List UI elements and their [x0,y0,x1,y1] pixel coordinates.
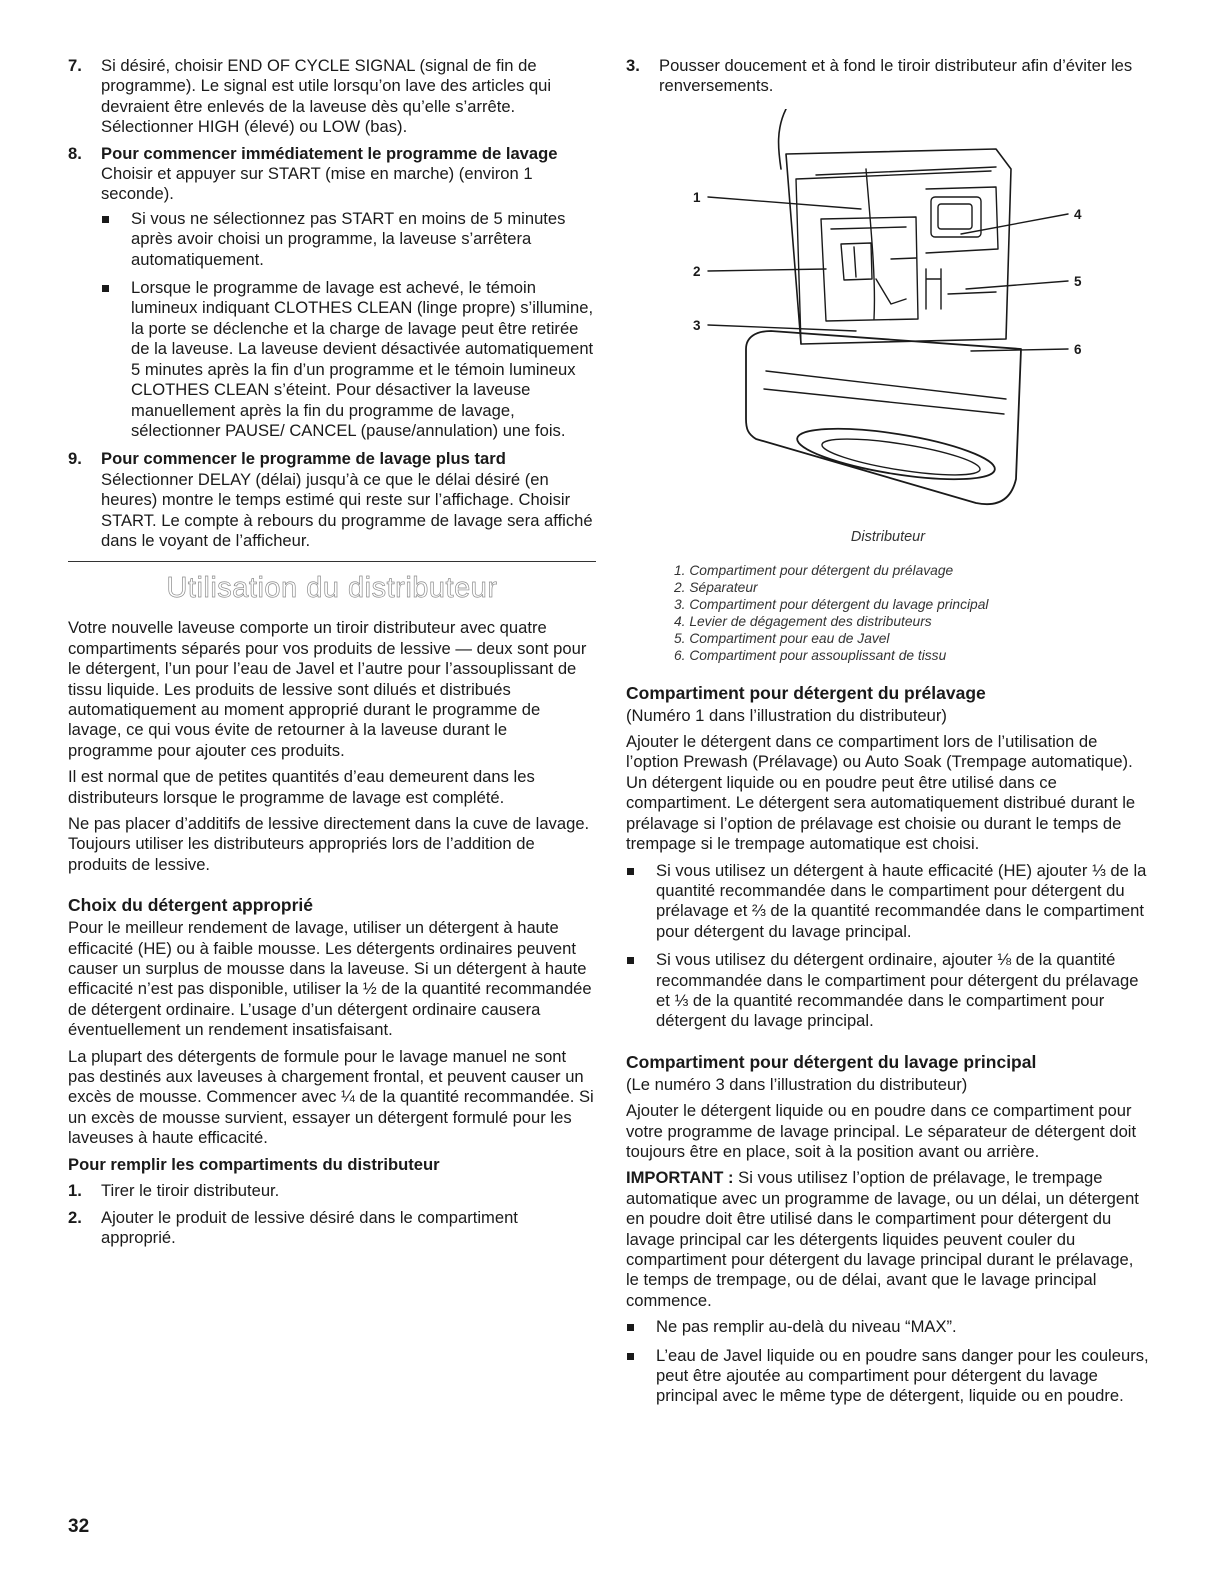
figure-legend [626,563,1150,664]
bullet-item: Si vous utilisez du détergent ordinaire, ajouter ⅛ de la quantité recommandée dans le compartiment pour détergent du prélavage et ⅓ de la quantité recommandée dans le compartiment pour détergent du lavage principal. [626,950,1150,1032]
important-text: Si vous utilisez l’option de prélavage, le trempage automatique avec un programme de lavage, ou un délai, un détergent en poudre doit être utilisé dans le compartiment pour détergent du lavage principal car les détergents liquides peuvent couler du compartiment pour détergent du lavage principal durant le prélavage, le temps de trempage, ou de délai, avant que le lavage principal commence. [626,1168,1139,1310]
bullet-item: L’eau de Javel liquide ou en poudre sans danger pour les couleurs, peut être ajoutée au compartiment pour détergent du lavage principal avec le même type de détergent, liquide ou en poudre. [626,1346,1150,1407]
important-paragraph [626,1168,1150,1311]
subsection-heading: Choix du détergent approprié [68,895,314,916]
legend-item: 3. Compartiment pour détergent du lavage principal [674,597,989,613]
dispenser-drawing [626,109,1150,519]
callout-1: 1 [693,189,701,205]
intro-paragraph: Votre nouvelle laveuse comporte un tiroir distributeur avec quatre compartiments séparés pour vos produits de lessive — deux sont pour le détergent, l’un pour l’eau de Javel et l’autre pour l’assouplissant de tissu liquide. Les produits de lessive sont dilués et distribués automatiquement au moment approprié durant le programme de lavage, ce qui vous évite de retourner à la laveuse durant le programme pour ajouter ces produits. [68,618,587,760]
instructions-heading: Pour remplir les compartiments du distributeur [68,1154,440,1174]
paragraph: La plupart des détergents de formule pour le lavage manuel ne sont pas destinés aux laveuses à chargement frontal, et peuvent causer un excès de mousse. Commencer avec ¼ de la quantité recommandée. Si un excès de mousse survient, essayer un détergent formulé pour les laveuses à haute efficacité. [68,1046,594,1148]
step-number: 7. [68,56,82,75]
bullet-item: Si vous utilisez un détergent à haute efficacité (HE) ajouter ⅓ de la quantité recommandée dans le compartiment pour détergent du prélavage et ⅔ de la quantité recommandée dans le compartiment pour détergent du lavage principal. [626,861,1150,943]
bullet-item: Lorsque le programme de lavage est achevé, le témoin lumineux indiquant CLOTHES CLEAN (linge propre) s’illumine, la porte se déclenche et la charge de lavage peut être retirée de la laveuse. La laveuse devient désactivée automatiquement 5 minutes après la fin d’un programme et le témoin lumineux CLOTHES CLEAN s’éteint. Pour désactiver la laveuse manuellement après la fin du programme de lavage, sélectionner PAUSE/ CANCEL (pause/annulation) une fois. [101,278,596,441]
step-title: Pour commencer le programme de lavage plus tard [101,449,506,469]
fill-step [68,1208,596,1249]
intro-paragraph: Ne pas placer d’additifs de lessive directement dans la cuve de lavage. Toujours utiliser les distributeurs appropriés lors de l’addition de produits de lessive. [68,814,590,874]
step-8 [68,144,596,442]
callout-3: 3 [693,317,701,333]
step-title: Pour commencer immédiatement le programme de lavage [101,143,558,163]
subsection-heading: Compartiment pour détergent du lavage principal [626,1051,1037,1072]
legend-item: 1. Compartiment pour détergent du prélavage [674,563,954,579]
intro-paragraph: Il est normal que de petites quantités d’eau demeurent dans les distributeurs lorsque le programme de lavage est complété. [68,767,535,807]
figure-caption: Distributeur [850,528,926,545]
step-text: Tirer le tiroir distributeur. [101,1181,280,1201]
step-number: 1. [68,1181,82,1201]
step-number: 3. [626,56,640,75]
important-label: IMPORTANT : [626,1168,734,1188]
step-text: Choisir et appuyer sur START (mise en marche) (environ 1 seconde). [101,164,533,204]
paragraph: Ajouter le détergent liquide ou en poudre dans ce compartiment pour votre programme de lavage principal. Le séparateur de détergent doit toujours être en place, soit à la position avant ou arrière. [626,1101,1137,1161]
step-text: Si désiré, choisir END OF CYCLE SIGNAL (signal de fin de programme). Le signal est utile lorsqu’on lave des articles qui devraient être enlevés de la laveuse dès qu’elle s’arrête. Sélectionner HIGH (élevé) ou LOW (bas). [101,56,552,137]
callout-4: 4 [1074,206,1082,222]
step-text: Pousser doucement et à fond le tiroir distributeur afin d’éviter les renversements. [659,56,1133,96]
section-title: Utilisation du distributeur [166,572,498,605]
step-3 [626,56,1150,97]
section-divider [68,561,596,562]
legend-item: 5. Compartiment pour eau de Javel [674,630,890,646]
step-number: 9. [68,449,82,469]
dispenser-illustration [626,109,1150,519]
step-text: Ajouter le produit de lessive désiré dans le compartiment approprié. [101,1207,518,1247]
step-9 [68,449,596,551]
paragraph: Ajouter le détergent dans ce compartiment lors de l’utilisation de l’option Prewash (Prélavage) ou Auto Soak (Trempage automatique). Un détergent liquide ou en poudre peut être utilisé dans ce compartiment. Le détergent sera automatiquement distribué durant le prélavage si l’option de prélavage est choisie ou durant le temps de trempage si le trempage automatique est choisi. [626,732,1136,854]
paragraph: (Le numéro 3 dans l’illustration du distributeur) [626,1074,968,1094]
subsection-heading: Compartiment pour détergent du prélavage [626,682,986,703]
right-column [626,56,1150,1415]
fill-step [68,1181,596,1201]
paragraph: (Numéro 1 dans l’illustration du distributeur) [626,705,947,725]
callout-2: 2 [693,263,701,279]
paragraph: Pour le meilleur rendement de lavage, utiliser un détergent à haute efficacité (HE) ou à faible mousse. Les détergents ordinaires peuvent causer un surplus de mousse dans la laveuse. Si un détergent à haute efficacité n’est pas disponible, utiliser la ½ de la quantité recommandée de détergent ordinaire. L’usage d’un détergent ordinaire causera éventuellement un rendement insatisfaisant. [68,918,592,1040]
step-number: 8. [68,143,82,163]
left-column [68,56,596,1254]
page-number: 32 [68,1516,90,1537]
callout-6: 6 [1074,341,1082,357]
step-number: 2. [68,1207,82,1227]
bullet-item: Ne pas remplir au-delà du niveau “MAX”. [626,1317,1150,1337]
bullet-item: Si vous ne sélectionnez pas START en moins de 5 minutes après avoir choisi un programme, la laveuse s’arrêtera automatiquement. [101,209,596,270]
legend-item: 4. Levier de dégagement des distributeurs [674,613,932,629]
step-7 [68,56,596,138]
step-text: Sélectionner DELAY (délai) jusqu’à ce que le délai désiré (en heures) montre le temps estimé qui reste sur l’affichage. Choisir START. Le compte à rebours du programme de lavage sera affiché dans le voyant de l’afficheur. [101,469,593,550]
callout-5: 5 [1074,273,1082,289]
legend-item: 2. Séparateur [674,580,758,596]
legend-item: 6. Compartiment pour assouplissant de tissu [674,647,947,663]
